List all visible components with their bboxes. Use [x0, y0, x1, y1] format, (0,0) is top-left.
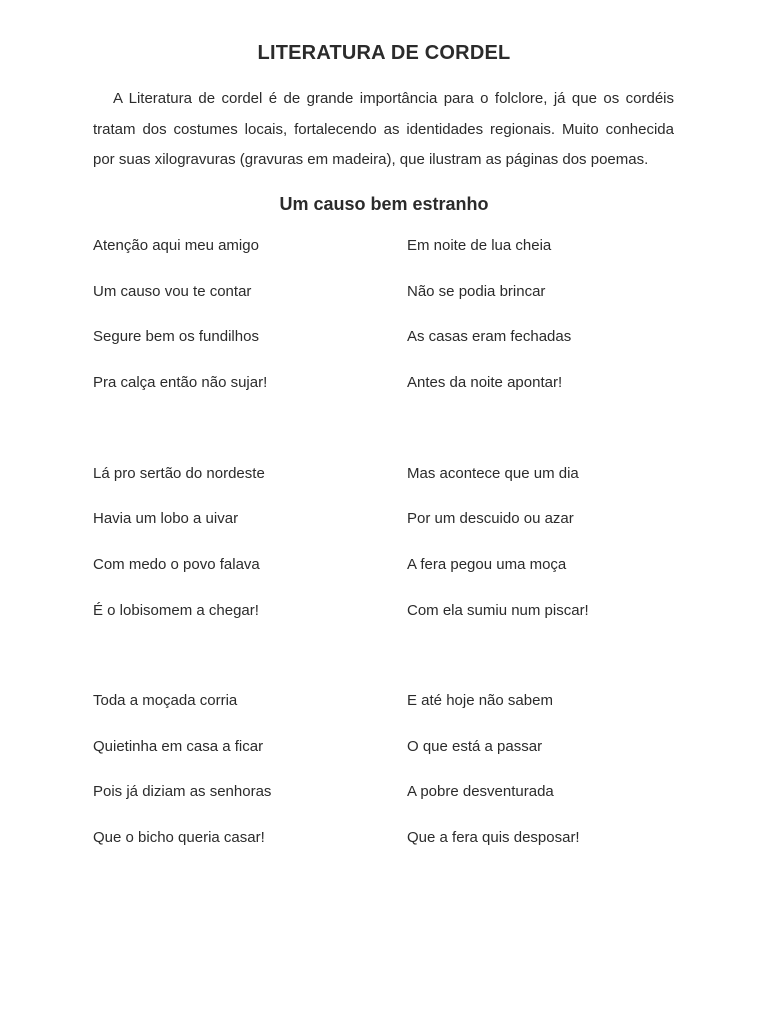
- poem-title: Um causo bem estranho: [279, 194, 489, 214]
- verse: Quietinha em casa a ficar: [93, 737, 264, 755]
- verse: Um causo vou te contar: [93, 282, 252, 300]
- stanza-1-left: [93, 233, 267, 416]
- verse: Em noite de lua cheia: [407, 237, 552, 254]
- verse: Pra calça então não sujar!: [93, 374, 268, 392]
- stanza-row-1: [93, 233, 693, 461]
- poem-body: [93, 233, 693, 916]
- stanza-1-right: [407, 233, 571, 416]
- verse: Mas acontece que um dia: [407, 464, 579, 482]
- verse: O que está a passar: [407, 737, 543, 755]
- stanza-row-2: [93, 461, 693, 689]
- verse: É o lobisomem a chegar!: [93, 601, 259, 619]
- verse: As casas eram fechadas: [407, 328, 572, 346]
- verse: Antes da noite apontar!: [407, 374, 563, 392]
- stanza-row-3: [93, 688, 693, 916]
- verse: Não se podia brincar: [407, 282, 546, 300]
- verse: Atenção aqui meu amigo: [93, 237, 259, 254]
- stanza-2-left: [93, 461, 265, 644]
- verse: Por um descuido ou azar: [407, 510, 574, 528]
- verse: Lá pro sertão do nordeste: [93, 464, 265, 482]
- verse: Pois já diziam as senhoras: [93, 783, 272, 801]
- verse: Com ela sumiu num piscar!: [407, 601, 589, 619]
- verse: A fera pegou uma moça: [407, 555, 567, 573]
- verse: Que a fera quis desposar!: [407, 829, 580, 847]
- document-title: LITERATURA DE CORDEL: [257, 42, 511, 64]
- verse: Segure bem os fundilhos: [93, 328, 259, 346]
- verse: Havia um lobo a uivar: [93, 510, 239, 528]
- verse: Toda a moçada corria: [93, 692, 238, 709]
- verse: Com medo o povo falava: [93, 555, 260, 573]
- verse: Que o bicho queria casar!: [93, 829, 265, 847]
- stanza-2-right: [407, 461, 589, 644]
- stanza-3-left: [93, 688, 271, 871]
- verse: E até hoje não sabem: [407, 692, 553, 709]
- verse: A pobre desventurada: [407, 783, 554, 801]
- intro-paragraph: A Literatura de cordel é de grande importância para o folclore, já que os cordéis tratam dos costumes locais, fortalecendo as identidades regionais. Muito conhecida por suas xilogravuras (gravuras em madeira), que ilustram as páginas dos poemas.: [93, 90, 674, 168]
- stanza-3-right: [407, 688, 580, 871]
